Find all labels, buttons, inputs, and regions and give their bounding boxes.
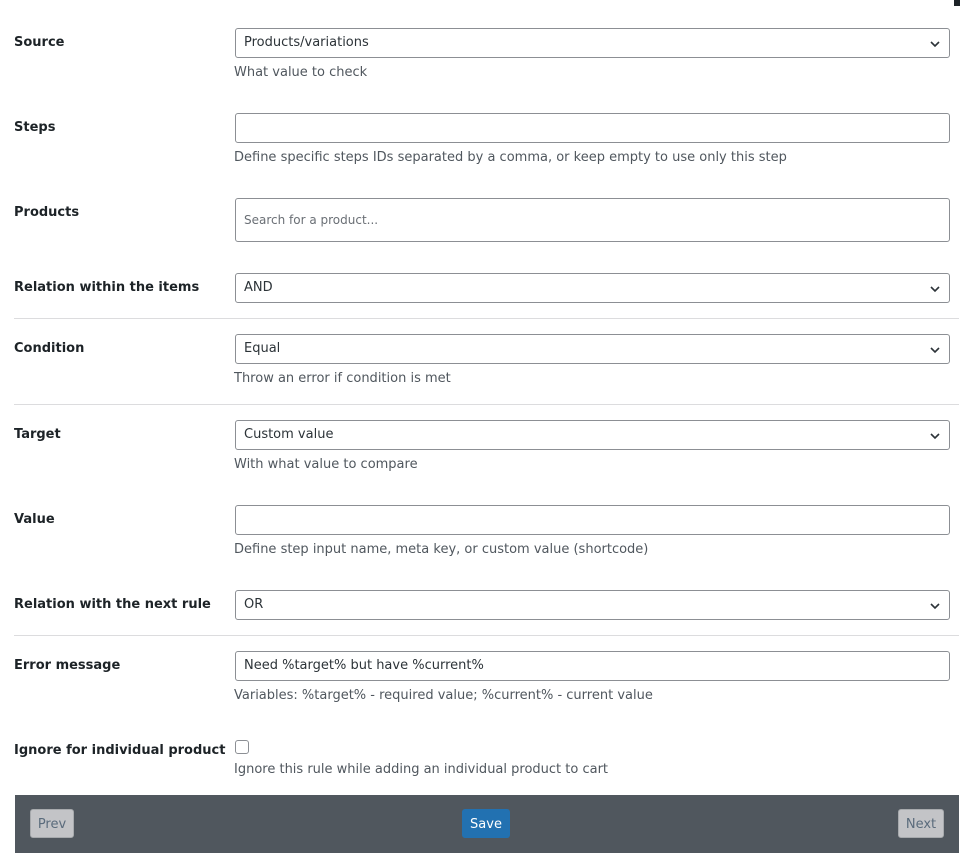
relation-next-select-value: OR	[244, 597, 264, 612]
divider	[14, 318, 959, 319]
error-message-label: Error message	[14, 658, 121, 673]
divider	[14, 635, 959, 636]
corner-marker	[954, 0, 960, 6]
target-label: Target	[14, 427, 61, 442]
save-button[interactable]: Save	[462, 809, 510, 838]
ignore-individual-label: Ignore for individual product	[14, 743, 226, 758]
error-message-description: Variables: %target% - required value; %current% - current value	[234, 688, 653, 703]
source-description: What value to check	[234, 65, 368, 80]
products-search-input[interactable]: Search for a product...	[235, 198, 950, 242]
ignore-individual-description: Ignore this rule while adding an individual product to cart	[234, 762, 609, 777]
condition-select[interactable]	[235, 334, 950, 364]
next-button[interactable]: Next	[898, 809, 944, 838]
chevron-down-icon	[929, 283, 941, 295]
relation-items-select[interactable]	[235, 273, 950, 303]
chevron-down-icon	[929, 38, 941, 50]
target-select[interactable]	[235, 420, 950, 450]
steps-input[interactable]	[235, 113, 950, 143]
chevron-down-icon	[929, 344, 941, 356]
source-label: Source	[14, 35, 65, 50]
products-label: Products	[14, 205, 80, 220]
value-label: Value	[14, 512, 55, 527]
footer-bar	[15, 795, 959, 853]
prev-button[interactable]: Prev	[30, 809, 74, 838]
divider	[14, 404, 959, 405]
target-description: With what value to compare	[234, 457, 418, 472]
condition-label: Condition	[14, 341, 85, 356]
relation-next-label: Relation with the next rule	[14, 597, 211, 612]
target-select-value: Custom value	[244, 427, 334, 442]
chevron-down-icon	[929, 600, 941, 612]
chevron-down-icon	[929, 430, 941, 442]
condition-select-value: Equal	[244, 341, 281, 356]
value-description: Define step input name, meta key, or custom value (shortcode)	[234, 542, 649, 557]
source-select-value: Products/variations	[244, 35, 369, 50]
steps-label: Steps	[14, 120, 56, 135]
steps-description: Define specific steps IDs separated by a comma, or keep empty to use only this step	[234, 150, 787, 165]
error-message-input[interactable]: Need %target% but have %current%	[235, 651, 950, 681]
relation-items-label: Relation within the items	[14, 280, 200, 295]
relation-items-select-value: AND	[244, 280, 273, 295]
value-input[interactable]	[235, 505, 950, 535]
condition-description: Throw an error if condition is met	[234, 371, 451, 386]
ignore-individual-checkbox[interactable]	[235, 740, 249, 754]
source-select[interactable]	[235, 28, 950, 58]
relation-next-select[interactable]	[235, 590, 950, 620]
